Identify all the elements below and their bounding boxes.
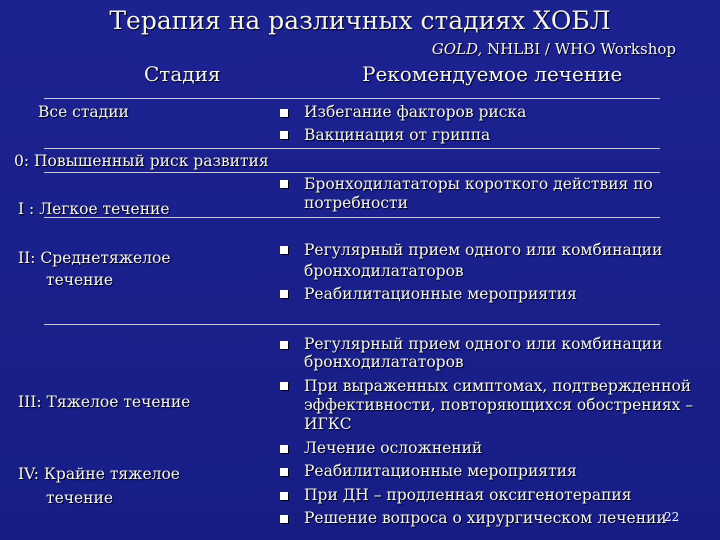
stage-2-line2: течение xyxy=(46,271,114,289)
treatment-rehabilitation: Реабилитационные мероприятия xyxy=(304,285,577,303)
treatment-igks-line3: ИГКС xyxy=(304,415,352,433)
treatment-igks-line2: эффективности, повторяющихся обострениях – xyxy=(304,396,694,414)
treatment-regular-combo-line2: бронходилататоров xyxy=(304,353,464,371)
source-gold: GOLD, xyxy=(431,40,483,58)
bullet-icon xyxy=(280,131,288,139)
stage-0: 0: Повышенный риск развития xyxy=(14,152,269,170)
treatment-oxygen-therapy: При ДН – продленная оксигенотерапия xyxy=(304,486,632,504)
bullet-icon xyxy=(280,445,288,453)
treatment-short-bronchodilators-line1: Бронходилататоры короткого действия по xyxy=(304,175,653,193)
bullet-icon xyxy=(280,290,288,298)
bullet-icon xyxy=(280,468,288,476)
treatment-regular-bronchodilators-line1: Регулярный прием одного или комбинации xyxy=(304,241,663,259)
header-rule xyxy=(44,98,660,99)
stage-1: I : Легкое течение xyxy=(18,200,170,218)
bullet-icon xyxy=(280,492,288,500)
stage-3: III: Тяжелое течение xyxy=(18,393,191,411)
divider xyxy=(44,324,660,325)
treatment-regular-combo-line1: Регулярный прием одного или комбинации xyxy=(304,335,663,353)
treatment-complications: Лечение осложнений xyxy=(304,439,483,457)
treatment-regular-bronchodilators-line2: бронходилататоров xyxy=(304,262,464,280)
bullet-icon xyxy=(280,180,288,188)
divider xyxy=(44,148,660,149)
treatment-surgery: Решение вопроса о хирургическом лечении xyxy=(304,509,667,527)
source-rest: NHLBI / WHO Workshop xyxy=(482,40,676,58)
treatment-short-bronchodilators-line2: потребности xyxy=(304,194,408,212)
page-number: 22 xyxy=(664,510,680,524)
bullet-icon xyxy=(280,246,288,254)
stage-all: Все стадии xyxy=(38,103,129,121)
stage-2-line1: II: Среднетяжелое xyxy=(18,249,171,267)
divider xyxy=(44,172,660,173)
treatment-igks-line1: При выраженных симптомах, подтвержденной xyxy=(304,377,692,395)
stage-4-line1: IV: Крайне тяжелое xyxy=(18,465,180,483)
treatment-rehabilitation-severe: Реабилитационные мероприятия xyxy=(304,462,577,480)
stage-column-header: Стадия xyxy=(144,62,221,86)
slide-title: Терапия на различных стадиях ХОБЛ xyxy=(109,6,611,35)
treatment-flu-vaccine: Вакцинация от гриппа xyxy=(304,126,491,144)
treatment-column-header: Рекомендуемое лечение xyxy=(362,62,623,86)
source-line xyxy=(432,40,676,58)
treatment-avoid-risk: Избегание факторов риска xyxy=(304,103,527,121)
bullet-icon xyxy=(280,382,288,390)
bullet-icon xyxy=(280,341,288,349)
bullet-icon xyxy=(280,515,288,523)
bullet-icon xyxy=(280,109,288,117)
stage-4-line2: течение xyxy=(46,489,114,507)
